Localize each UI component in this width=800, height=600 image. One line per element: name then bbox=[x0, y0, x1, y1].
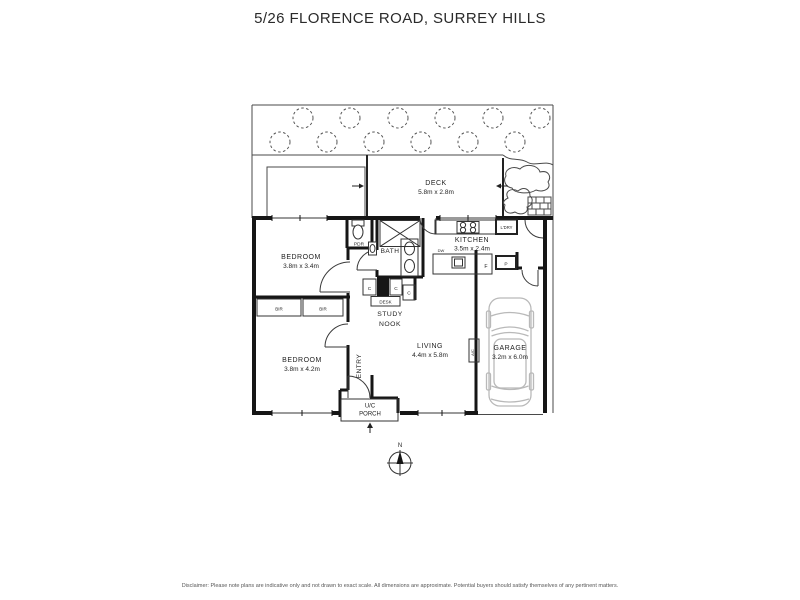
entry-arrow-icon bbox=[367, 423, 373, 434]
garden-trees bbox=[270, 108, 550, 152]
robe-label: BIR bbox=[275, 306, 283, 312]
porch-label-1: U/C bbox=[364, 403, 376, 410]
tree-icon bbox=[483, 108, 503, 128]
dishwasher-label: DW bbox=[437, 248, 445, 253]
cupboard-label: C bbox=[394, 287, 398, 292]
side-gate-arc bbox=[525, 220, 543, 238]
compass-icon bbox=[387, 443, 413, 476]
tree-icon bbox=[317, 132, 337, 152]
bedroom-bottom-label: BEDROOM bbox=[282, 357, 322, 364]
deck-label: DECK bbox=[425, 180, 447, 187]
kitchen-dims: 3.5m x 2.4m bbox=[454, 245, 490, 253]
study-nook-label-2: NOOK bbox=[378, 321, 402, 328]
garage-label: GARAGE bbox=[493, 345, 527, 352]
bath-label: BATH bbox=[380, 248, 400, 255]
tree-icon bbox=[435, 108, 455, 128]
tree-icon bbox=[458, 132, 478, 152]
vanity-icon bbox=[401, 239, 418, 276]
ac-label: A/C bbox=[470, 349, 475, 356]
tree-icon bbox=[505, 132, 525, 152]
laundry-label: L'DRY bbox=[500, 225, 513, 230]
robe-label: BIR bbox=[319, 306, 327, 312]
bedroom-top-label: BEDROOM bbox=[281, 254, 321, 261]
cupboard-label: C bbox=[407, 291, 411, 297]
study-nook-label-1: STUDY bbox=[377, 311, 403, 318]
brick-paving-icon bbox=[528, 197, 551, 215]
porch-door-arc bbox=[348, 376, 370, 398]
bedroom-bottom-dims: 3.8m x 4.2m bbox=[284, 366, 320, 373]
deck-entry-arrow-icon bbox=[352, 184, 364, 189]
island-bench-icon bbox=[433, 254, 492, 274]
cupboard-label: C bbox=[367, 287, 372, 292]
shower-icon bbox=[380, 221, 420, 247]
page-title: 5/26 FLORENCE ROAD, SURREY HILLS bbox=[254, 10, 546, 27]
courtyard-paving bbox=[267, 167, 365, 218]
tree-icon bbox=[270, 132, 290, 152]
tree-icon bbox=[411, 132, 431, 152]
tree-icon bbox=[530, 108, 550, 128]
porch-label-2: PORCH bbox=[359, 411, 381, 418]
deck-dims: 5.8m x 2.8m bbox=[418, 189, 454, 196]
garden-bed-shape bbox=[505, 165, 550, 192]
bedroom-top-door-arc bbox=[320, 262, 350, 292]
fixtures bbox=[257, 184, 517, 434]
garden-beds bbox=[504, 165, 551, 215]
toilet-icon bbox=[352, 220, 364, 239]
tree-icon bbox=[364, 132, 384, 152]
tree-icon bbox=[293, 108, 313, 128]
entry-label: ENTRY bbox=[356, 353, 363, 379]
tree-icon bbox=[388, 108, 408, 128]
fridge-label: F bbox=[484, 264, 488, 270]
bedroom-bottom-door-arc bbox=[325, 324, 348, 347]
north-arrow-icon bbox=[397, 451, 404, 464]
pdr-label: PDR bbox=[353, 242, 365, 248]
living-label: LIVING bbox=[417, 343, 443, 350]
garage-door-arc bbox=[522, 270, 538, 286]
living-dims: 4.4m x 5.8m bbox=[412, 352, 448, 359]
kitchen-label: KITCHEN bbox=[454, 237, 490, 244]
north-label: N bbox=[397, 443, 403, 449]
desk-label: DESK bbox=[379, 299, 392, 305]
garage-dims: 3.2m x 6.0m bbox=[492, 354, 528, 361]
tree-icon bbox=[340, 108, 360, 128]
basin-icon bbox=[369, 242, 377, 255]
car-icon bbox=[487, 298, 534, 406]
porch-slab bbox=[341, 399, 398, 421]
disclaimer-text: Disclaimer: Please note plans are indicative only and not drawn to exact scale. All dimensions are approximate. Potential buyers should satisfy themselves of any pertinent matters. bbox=[181, 583, 619, 589]
bedroom-top-dims: 3.8m x 3.4m bbox=[283, 263, 319, 270]
pantry-label: P bbox=[504, 262, 508, 268]
